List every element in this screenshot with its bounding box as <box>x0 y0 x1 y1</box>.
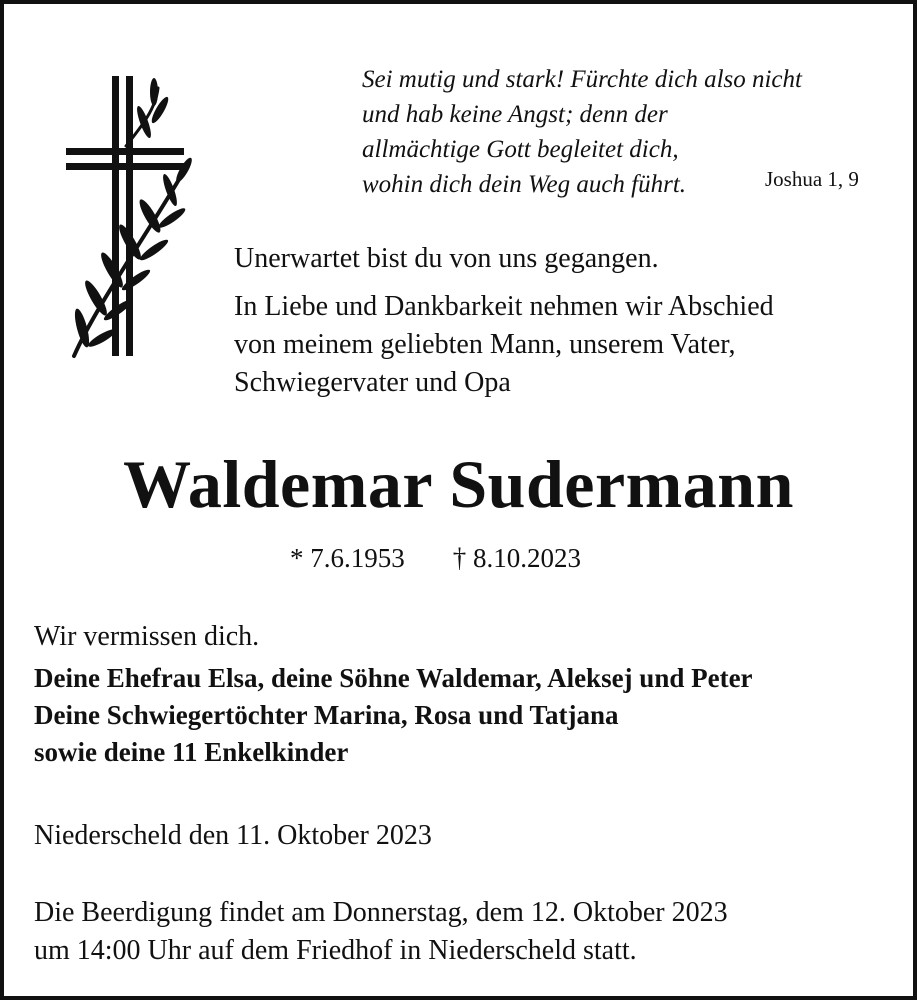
quote-line: und hab keine Angst; denn der <box>362 101 668 128</box>
farewell-line: Schwiegervater und Opa <box>234 367 511 398</box>
cross-olive-branch-icon <box>56 66 204 366</box>
farewell-line: von meinem geliebten Mann, unserem Vater, <box>234 329 736 360</box>
intro-text <box>234 240 894 402</box>
deceased-name: Waldemar Sudermann <box>123 446 794 522</box>
birth-date: * 7.6.1953 <box>290 543 405 573</box>
miss-you-line: Wir vermissen dich. <box>34 621 260 652</box>
funeral-info <box>34 894 728 970</box>
farewell-line: In Liebe und Dankbarkeit nehmen wir Abschied <box>234 291 774 322</box>
death-date: † 8.10.2023 <box>452 543 581 573</box>
quote-line: allmächtige Gott begleitet dich, <box>362 136 679 163</box>
funeral-line: Die Beerdigung findet am Donnerstag, dem 12. Oktober 2023 <box>34 897 728 928</box>
mourner-line: Deine Schwiegertöchter Marina, Rosa und Tatjana <box>34 700 619 730</box>
mourner-line: Deine Ehefrau Elsa, deine Söhne Waldemar, Aleksej und Peter <box>34 663 753 693</box>
quote-line: wohin dich dein Weg auch führt. <box>362 171 687 198</box>
quote-reference: Joshua 1, 9 <box>765 167 859 191</box>
mourner-line: sowie deine 11 Enkelkinder <box>34 737 349 767</box>
place-date: Niederscheld den 11. Oktober 2023 <box>34 820 432 851</box>
quote-line: Sei mutig und stark! Fürchte dich also nicht <box>362 66 802 93</box>
funeral-line: um 14:00 Uhr auf dem Friedhof in Niederscheld statt. <box>34 935 637 966</box>
farewell-paragraph <box>234 288 894 402</box>
life-dates <box>290 540 581 576</box>
intro-line: Unerwartet bist du von uns gegangen. <box>234 243 659 274</box>
mourners-list <box>34 660 753 771</box>
